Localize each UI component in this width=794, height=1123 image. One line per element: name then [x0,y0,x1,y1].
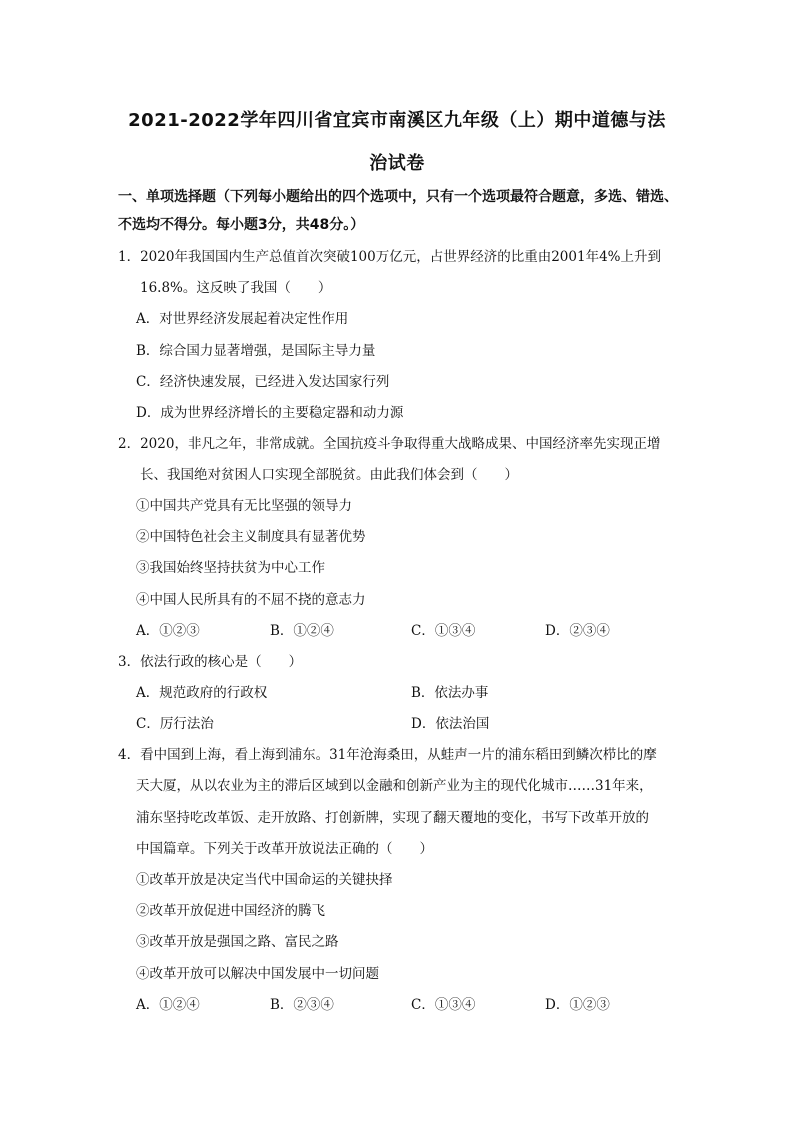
q3-stem-line1: 3．依法行政的核心是（ ） [118,654,303,670]
q1-option-d: D．成为世界经济增长的主要稳定器和动力源 [136,405,404,421]
q1-option-a: A．对世界经济发展起着决定性作用 [136,311,349,327]
q3-option-a: A．规范政府的行政权 [136,685,268,701]
exam-title-line1: 2021-2022学年四川省宜宾市南溪区九年级（上）期中道德与法 [128,110,666,131]
q4-option-b: B．②③④ [270,997,334,1013]
q2-statement-4: ④中国人民所具有的不屈不挠的意志力 [136,592,366,608]
q2-stem-line1: 2．2020，非凡之年，非常成就。全国抗疫斗争取得重大战略成果、中国经济率先实现正增 [118,436,661,452]
q3-option-c: C．厉行法治 [136,716,214,732]
section-heading-line2: 不选均不得分。每小题3分，共48分。） [118,217,365,233]
q2-option-a: A．①②③ [136,623,200,639]
q2-statement-2: ②中国特色社会主义制度具有显著优势 [136,529,366,545]
section-heading-line1: 一、单项选择题（下列每小题给出的四个选项中，只有一个选项最符合题意，多选、错选、 [118,189,678,205]
q2-option-d: D．②③④ [545,623,610,639]
q4-statement-1: ①改革开放是决定当代中国命运的关键抉择 [136,872,393,888]
q2-option-c: C．①③④ [411,623,476,639]
q4-stem-line4: 中国篇章。下列关于改革开放说法正确的（ ） [136,841,433,857]
q3-option-d: D．依法治国 [411,716,490,732]
q2-statement-1: ①中国共产党具有无比坚强的领导力 [136,498,352,514]
q4-statement-3: ③改革开放是强国之路、富民之路 [136,934,339,950]
q1-stem-line1: 1．2020年我国国内生产总值首次突破100万亿元，占世界经济的比重由2001年4%上升到 [118,249,661,265]
q2-stem-line2: 长、我国绝对贫困人口实现全部脱贫。由此我们体会到（ ） [140,467,518,483]
q4-stem-line3: 浦东坚持吃改革饭、走开放路、打创新牌，实现了翻天覆地的变化，书写下改革开放的 [136,810,649,826]
q1-option-b: B．综合国力显著增强，是国际主导力量 [136,343,376,359]
exam-title-line2: 治试卷 [369,153,425,174]
q4-statement-4: ④改革开放可以解决中国发展中一切问题 [136,966,379,982]
q4-option-c: C．①③④ [411,997,476,1013]
q1-stem-line2: 16.8%。这反映了我国（ ） [140,280,332,296]
q4-statement-2: ②改革开放促进中国经济的腾飞 [136,903,325,919]
q4-option-d: D．①②③ [545,997,610,1013]
q4-stem-line1: 4．看中国到上海，看上海到浦东。31年沧海桑田，从蛙声一片的浦东稻田到鳞次栉比的摩 [118,747,657,763]
q2-statement-3: ③我国始终坚持扶贫为中心工作 [136,560,325,576]
q1-option-c: C．经济快速发展，已经进入发达国家行列 [136,374,390,390]
q2-option-b: B．①②④ [270,623,334,639]
q4-option-a: A．①②④ [136,997,200,1013]
q4-stem-line2: 天大厦，从以农业为主的滞后区域到以金融和创新产业为主的现代化城市……31年来， [136,778,653,794]
q3-option-b: B．依法办事 [411,685,489,701]
